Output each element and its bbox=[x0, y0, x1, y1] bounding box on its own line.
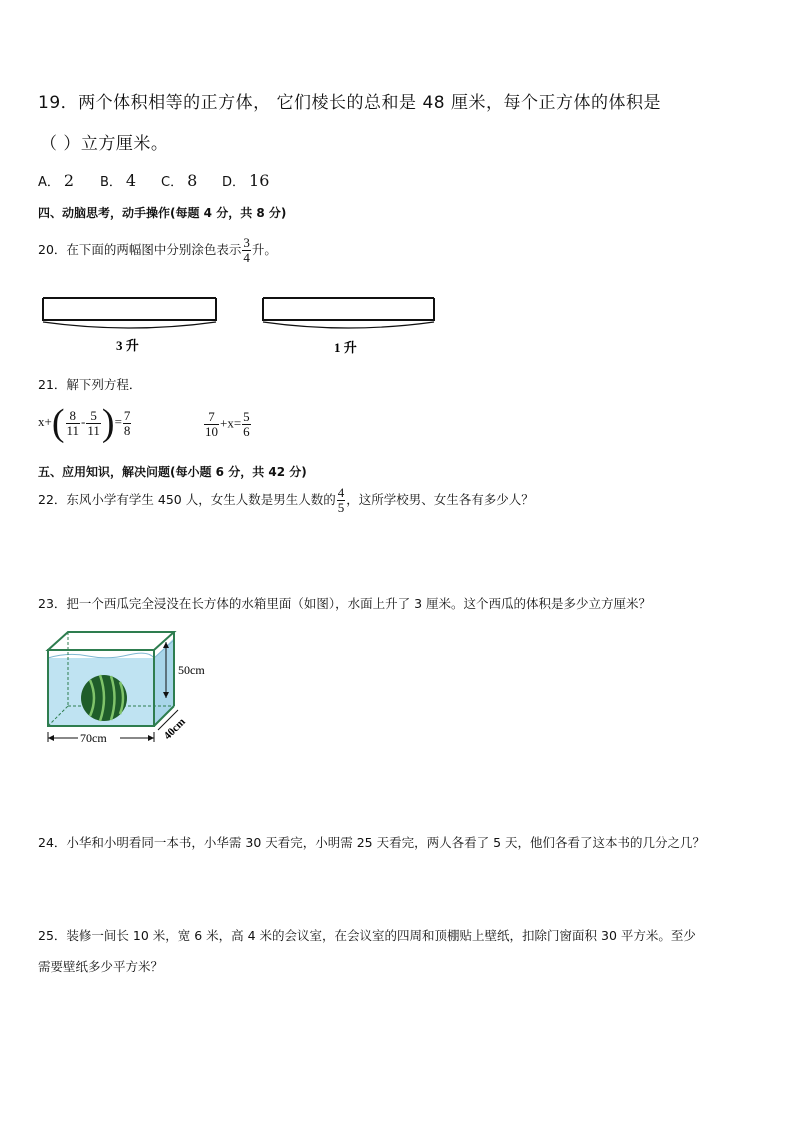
q24-text: 24．小华和小明看同一本书，小华需 30 天看完，小明需 25 天看完，两人各看了 5 天，他们各看了这本书的几分之几？ bbox=[38, 835, 706, 850]
q19-option-a bbox=[38, 171, 74, 190]
frac-denominator: 8 bbox=[123, 422, 131, 438]
height-label: 50cm bbox=[178, 663, 205, 677]
water-tank-diagram bbox=[38, 628, 218, 748]
option-value: 16 bbox=[249, 171, 270, 190]
q19-option-d bbox=[222, 171, 269, 190]
q20-diagrams bbox=[38, 292, 438, 358]
frac-denominator: 11 bbox=[87, 422, 100, 438]
frac-numerator: 8 bbox=[69, 407, 77, 423]
q25-line1: 25．装修一间长 10 米，宽 6 米，高 4 米的会议室，在会议室的四周和顶棚贴上壁纸，扣除门窗面积 30 平方米。至少 bbox=[38, 928, 696, 943]
q20-fraction bbox=[242, 236, 251, 265]
frac-denominator: 5 bbox=[337, 500, 345, 515]
label-3-liters: 3 升 bbox=[116, 338, 139, 353]
frac-denominator: 4 bbox=[243, 250, 250, 265]
frac-numerator: 3 bbox=[243, 235, 250, 250]
option-letter: B． bbox=[100, 175, 122, 190]
frac-denominator: 10 bbox=[205, 424, 218, 439]
width-label: 40cm bbox=[161, 715, 188, 743]
q23-text: 23．把一个西瓜完全浸没在长方体的水箱里面（如图），水面上升了 3 厘米。这个西瓜的体积是多少立方厘米？ bbox=[38, 596, 652, 611]
q19-option-c bbox=[161, 171, 197, 190]
option-letter: D． bbox=[222, 175, 246, 190]
eq1-minus: - bbox=[81, 413, 86, 429]
frac-numerator: 5 bbox=[243, 409, 250, 424]
frac-numerator: 7 bbox=[123, 407, 131, 423]
q22-fraction bbox=[337, 486, 346, 515]
q19-option-b bbox=[100, 171, 136, 190]
watermelon-icon bbox=[81, 675, 127, 721]
option-value: 4 bbox=[125, 171, 137, 190]
container-left bbox=[43, 298, 216, 328]
q22-text bbox=[38, 486, 534, 515]
option-letter: A． bbox=[38, 175, 60, 190]
section4-heading: 四、动脑思考，动手操作(每题 4 分，共 8 分) bbox=[38, 206, 287, 220]
equation-2 bbox=[203, 410, 252, 439]
frac-numerator: 7 bbox=[208, 409, 215, 424]
frac-denominator: 6 bbox=[243, 424, 250, 439]
q19-line2: （ ）立方厘米。 bbox=[40, 134, 169, 154]
q20-prefix: 20．在下面的两幅图中分别涂色表示 bbox=[38, 242, 242, 257]
q21-title: 21．解下列方程． bbox=[38, 377, 142, 392]
q20-text bbox=[38, 236, 277, 265]
q20-suffix: 升。 bbox=[251, 242, 277, 257]
frac-denominator: 11 bbox=[66, 422, 80, 438]
q22-prefix: 22．东风小学有学生 450 人，女生人数是男生人数的 bbox=[38, 492, 336, 507]
container-right bbox=[263, 298, 434, 328]
equation-1: x+( $\frac{8}{11}$ - $\frac{5}{11}$ )= $\frac{7}{8}$ bbox=[38, 402, 131, 444]
frac-numerator: 5 bbox=[90, 407, 97, 423]
option-value: 2 bbox=[63, 171, 75, 190]
frac-numerator: 4 bbox=[337, 485, 345, 500]
option-letter: C． bbox=[161, 175, 184, 190]
q25-line2: 需要壁纸多少平方米？ bbox=[38, 959, 164, 974]
q22-suffix: ，这所学校男、女生各有多少人？ bbox=[346, 492, 534, 507]
label-1-liter: 1 升 bbox=[334, 340, 357, 355]
section5-heading: 五、应用知识，解决问题(每小题 6 分，共 42 分) bbox=[38, 465, 307, 479]
q19-line1: 19．两个体积相等的正方体， 它们棱长的总和是 48 厘米，每个正方体的体积是 bbox=[38, 93, 661, 113]
option-value: 8 bbox=[187, 171, 198, 190]
length-label: 70cm bbox=[80, 731, 107, 745]
eq2-middle: +x= bbox=[220, 415, 242, 431]
eq1-x: x+ bbox=[38, 413, 52, 429]
eq1-equals: = bbox=[114, 413, 122, 429]
